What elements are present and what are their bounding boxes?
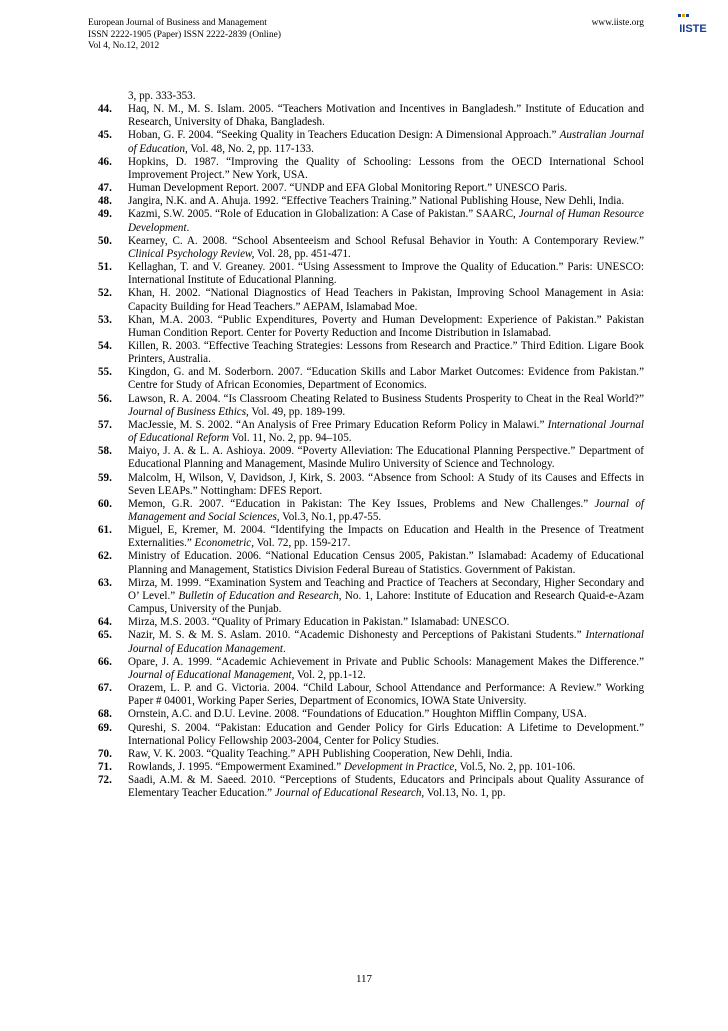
reference-source-title: Development in Practice, <box>343 760 458 773</box>
reference-number: 62. <box>98 550 112 563</box>
reference-number: 48. <box>98 195 112 208</box>
reference-item <box>98 682 644 708</box>
reference-text: Saadi, A.M. & M. Saeed. 2010. “Perceptions of Students, Educators and Principals about Quality Assurance of Elementary Teacher Education.” <box>128 774 644 800</box>
reference-text: Kearney, C. A. 2008. “School Absenteeism and School Refusal Behavior in Youth: A Contemporary Review.” <box>128 234 644 247</box>
reference-item <box>98 524 644 550</box>
reference-item <box>98 393 644 419</box>
reference-item <box>98 287 644 313</box>
reference-number: 44. <box>98 103 112 116</box>
reference-item <box>98 616 644 629</box>
reference-number: 54. <box>98 339 112 352</box>
reference-text: Mirza, M. 1999. “Examination System and Teaching and Practice of Teachers at Secondary, Higher Secondary and O’ Level.” <box>128 576 644 602</box>
reference-text: Vol. 72, pp. 159-217. <box>254 537 351 550</box>
reference-number: 45. <box>98 129 112 142</box>
reference-number: 71. <box>98 760 112 773</box>
reference-item <box>98 419 644 445</box>
reference-item <box>98 550 644 576</box>
reference-text: Vol.13, No. 1, pp. <box>424 787 506 800</box>
reference-number: 47. <box>98 182 112 195</box>
reference-item <box>98 208 644 234</box>
reference-item <box>98 761 644 774</box>
reference-source-title: International Journal of Education Management <box>128 629 644 655</box>
reference-item <box>98 103 644 129</box>
reference-text: Vol. 48, No. 2, pp. 117-133. <box>187 142 314 155</box>
reference-number: 61. <box>98 524 112 537</box>
reference-source-title: Journal of Human Resource Development <box>128 208 644 234</box>
reference-source-title: Econometric, <box>194 537 255 550</box>
reference-source-title: Journal of Educational Research, <box>274 787 425 800</box>
reference-number: 58. <box>98 445 112 458</box>
page-number: 117 <box>355 973 373 985</box>
reference-item <box>98 722 644 748</box>
reference-number: 60. <box>98 497 112 510</box>
reference-text: Khan, H. 2002. “National Diagnostics of Head Teachers in Pakistan, Improving School Management in Asia: Capacity Building for Head Teachers.” AEPAM, Islamabad Moe. <box>128 287 644 313</box>
reference-source-title: International Journal of Educational Reform <box>128 418 644 445</box>
reference-number: 59. <box>98 471 112 484</box>
reference-number: 50. <box>98 234 112 247</box>
reference-source-title: Australian Journal of Education, <box>128 129 644 155</box>
reference-item <box>98 472 644 498</box>
reference-item <box>98 182 644 195</box>
reference-item <box>98 629 644 655</box>
reference-text: Rowlands, J. 1995. “Empowerment Examined.” <box>128 760 344 773</box>
reference-text: Vol. 28, pp. 451-471. <box>254 247 351 260</box>
reference-item <box>98 577 644 616</box>
reference-text: Vol.5, No. 2, pp. 101-106. <box>457 760 576 773</box>
reference-text: . <box>282 642 286 655</box>
reference-text: Kazmi, S.W. 2005. “Role of Education in Globalization: A Case of Pakistan.” SAARC, <box>128 208 519 221</box>
reference-item <box>98 445 644 471</box>
reference-text: Haq, N. M., M. S. Islam. 2005. “Teachers Motivation and Incentives in Bangladesh.” Institute of Education and Research, University of Dhaka, Bangladesh. <box>128 103 644 129</box>
reference-number: 56. <box>98 392 112 405</box>
reference-text: Memon, G.R. 2007. “Education in Pakistan: The Key Issues, Problems and New Challenges.” <box>128 497 595 510</box>
reference-item <box>98 129 644 155</box>
reference-item <box>98 195 644 208</box>
reference-text: Orazem, L. P. and G. Victoria. 2004. “Child Labour, School Attendance and Performance: A Review.” Working Paper # 04001, Working Paper Series, Department of Economics, IOWA State University. <box>128 682 644 708</box>
reference-item <box>98 261 644 287</box>
reference-text: , No. 1, Lahore: Institute of Education and Research Quaid-e-Azam Campus, University of the Punjab. <box>128 589 644 616</box>
reference-number: 69. <box>98 721 112 734</box>
reference-text: . <box>186 221 190 234</box>
reference-number: 67. <box>98 682 112 695</box>
reference-text: Maiyo, J. A. & L. A. Ashioya. 2009. “Poverty Alleviation: The Educational Planning Perspective.” Department of Educational Planning and Management, Masinde Muliro University of Science and Technology. <box>128 445 644 471</box>
reference-number: 57. <box>98 418 112 431</box>
reference-text: Kellaghan, T. and V. Greaney. 2001. “Using Assessment to Improve the Quality of Education.” Paris: UNESCO: International Institute of Educational Planning. <box>128 261 644 287</box>
reference-number: 65. <box>98 629 112 642</box>
reference-text: Lawson, R. A. 2004. “Is Classroom Cheating Related to Business Students Prosperity to Cheat in the Real World?” <box>128 392 644 405</box>
reference-continuation: 3, pp. 333-353. <box>128 90 196 102</box>
reference-number: 70. <box>98 747 112 760</box>
reference-text: Qureshi, S. 2004. “Pakistan: Education and Gender Policy for Girls Education: A Lifetime to Development.” International Policy Fellowship 2003-2004, Center for Policy Studies. <box>128 721 644 747</box>
reference-item <box>98 708 644 721</box>
reference-source-title: Bulletin of Education and Research <box>178 589 339 602</box>
reference-source-title: Journal of Business Ethics <box>128 405 247 418</box>
reference-text: Opare, J. A. 1999. “Academic Achievement in Private and Public Schools: Management Makes the Difference.” <box>128 655 644 668</box>
reference-item <box>98 498 644 524</box>
reference-number: 63. <box>98 576 112 589</box>
reference-item <box>98 235 644 261</box>
page-header <box>88 18 644 53</box>
reference-number: 53. <box>98 313 112 326</box>
reference-text: Raw, V. K. 2003. “Quality Teaching.” APH Publishing Cooperation, New Dehli, India. <box>128 747 513 760</box>
reference-item <box>98 366 644 392</box>
reference-item <box>98 748 644 761</box>
reference-text: Vol.3, No.1, pp.47-55. <box>279 511 382 523</box>
reference-text: Khan, M.A. 2003. “Public Expenditures, Poverty and Human Development: Experience of Pakistan.” Pakistan Human Condition Report. Center for Poverty Reduction and Income Distribution in Islamabad. <box>128 313 644 339</box>
reference-text: Ministry of Education. 2006. “National Education Census 2005, Pakistan.” Islamabad: Academy of Educational Planning and Management, Statistics Division Federal Bureau of Statistics. Government of Pakistan. <box>128 550 644 576</box>
reference-list <box>98 90 644 800</box>
reference-text: Jangira, N.K. and A. Ahuja. 1992. “Effective Teachers Training.” National Publishing House, New Dehli, India. <box>128 195 625 208</box>
reference-text: Ornstein, A.C. and D.U. Levine. 2008. “Foundations of Education.” Houghton Mifflin Company, USA. <box>128 708 587 721</box>
reference-number: 66. <box>98 655 112 668</box>
reference-text: Nazir, M. S. & M. S. Aslam. 2010. “Academic Dishonesty and Perceptions of Pakistani Students.” <box>128 629 586 642</box>
reference-text: Hoban, G. F. 2004. “Seeking Quality in Teachers Education Design: A Dimensional Approach.” <box>128 129 560 142</box>
reference-number: 64. <box>98 616 112 629</box>
logo-text: IISTE <box>679 23 707 35</box>
reference-text: MacJessie, M. S. 2002. “An Analysis of Free Primary Education Reform Policy in Malawi.” <box>128 418 548 431</box>
reference-number: 46. <box>98 155 112 168</box>
reference-number: 49. <box>98 208 112 221</box>
reference-text: Vol. 2, pp.1-12. <box>294 668 366 681</box>
reference-item <box>98 340 644 366</box>
reference-source-title: Journal of Management and Social Sciences, <box>128 497 644 523</box>
reference-item <box>98 314 644 340</box>
reference-text: Killen, R. 2003. “Effective Teaching Strategies: Lessons from Research and Practice.” Third Edition. Ligare Book Printers, Australia. <box>128 339 644 366</box>
journal-url: www.iiste.org <box>591 18 644 28</box>
journal-title: European Journal of Business and Management <box>88 18 267 28</box>
issn-line: ISSN 2222-1905 (Paper) ISSN 2222-2839 (Online) <box>88 29 281 40</box>
reference-number: 52. <box>98 287 112 300</box>
reference-item <box>98 156 644 182</box>
reference-text: , Vol. 49, pp. 189-199. <box>246 405 346 418</box>
reference-item <box>98 656 644 682</box>
reference-item <box>98 774 644 800</box>
reference-number: 51. <box>98 261 112 274</box>
reference-text: Malcolm, H, Wilson, V, Davidson, J, Kirk, S. 2003. “Absence from School: A Study of its Causes and Effects in Seven LEAPs.” Nottingham: DFES Report. <box>128 471 644 497</box>
reference-text: Kingdon, G. and M. Soderborn. 2007. “Education Skills and Labor Market Outcomes: Evidence from Pakistan.” Centre for Study of African Economies, Department of Economics. <box>128 366 644 392</box>
reference-number: 72. <box>98 774 112 787</box>
iiste-logo <box>676 13 710 35</box>
reference-text: Mirza, M.S. 2003. “Quality of Primary Education in Pakistan.” Islamabad: UNESCO. <box>128 616 510 629</box>
reference-source-title: Clinical Psychology Review, <box>128 247 255 260</box>
reference-text: Hopkins, D. 1987. “Improving the Quality of Schooling: Lessons from the OECD International School Improvement Project.” New York, USA. <box>128 155 644 181</box>
reference-text: Human Development Report. 2007. “UNDP and EFA Global Monitoring Report.” UNESCO Paris. <box>128 182 568 195</box>
reference-number: 55. <box>98 366 112 379</box>
reference-text: Miguel, E, Kremer, M. 2004. “Identifying the Impacts on Education and Health in the Presence of Treatment Externalities.” <box>128 524 644 550</box>
reference-source-title: Journal of Educational Management, <box>128 668 295 681</box>
volume-line: Vol 4, No.12, 2012 <box>88 41 160 52</box>
reference-number: 68. <box>98 708 112 721</box>
reference-text: Vol. 11, No. 2, pp. 94–105. <box>229 432 352 445</box>
